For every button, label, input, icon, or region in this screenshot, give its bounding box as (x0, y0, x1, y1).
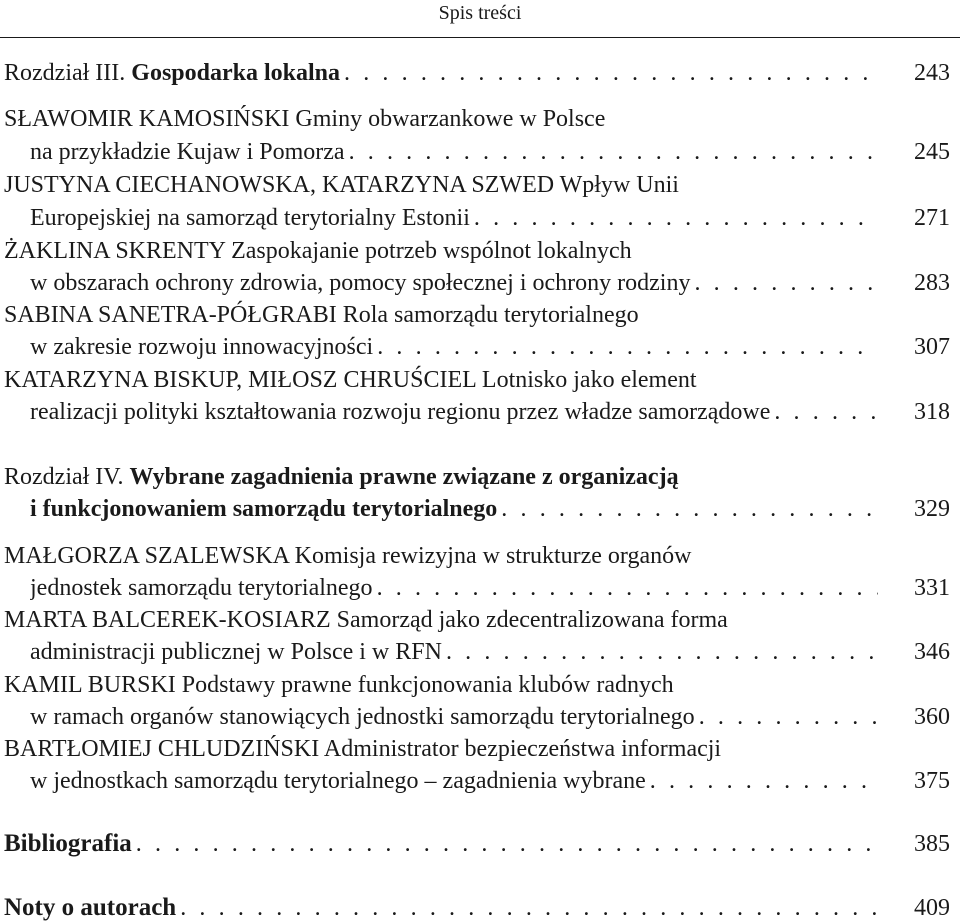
toc-bibliography[interactable] (4, 828, 950, 860)
toc-entry-continuation[interactable] (30, 136, 950, 168)
toc-entry-continuation[interactable] (30, 701, 950, 733)
page-number: 346 (914, 639, 950, 665)
entry-author: BARTŁOMIEJ CHLUDZIŃSKI (4, 736, 320, 762)
entry-author: SŁAWOMIR KAMOSIŃSKI (4, 106, 290, 132)
entry-title: Gminy obwarzankowe w Polsce (295, 106, 606, 132)
page-number: 318 (914, 399, 950, 425)
chapter-label: Rozdział III. (4, 60, 126, 86)
page-number: 360 (914, 704, 950, 730)
toc-entry-continuation[interactable] (30, 396, 950, 428)
toc-entry-heading[interactable] (4, 669, 950, 701)
page-number: 375 (914, 768, 950, 794)
toc-entry-continuation[interactable] (30, 202, 950, 234)
section-title: Noty o autorach (4, 894, 177, 921)
entry-title-cont: w jednostkach samorządu terytorialnego – zagadnienia wybrane (30, 768, 646, 794)
toc-entry-continuation[interactable] (30, 572, 950, 604)
toc-entry-continuation[interactable] (30, 331, 950, 363)
leader-dots (690, 267, 878, 299)
toc-entry-heading[interactable] (4, 235, 950, 267)
chapter-title: Gospodarka lokalna (131, 60, 341, 86)
page-number: 245 (914, 139, 950, 165)
leader-dots (770, 396, 878, 428)
leader-dots (373, 572, 878, 604)
chapter-title-cont: i funkcjonowaniem samorządu terytorialnego (30, 496, 498, 522)
entry-author: KATARZYNA BISKUP, MIŁOSZ CHRUŚCIEL (4, 367, 476, 393)
entry-title-cont: na przykładzie Kujaw i Pomorza (30, 139, 345, 165)
page-number: 271 (914, 205, 950, 231)
running-header: Spis treści (438, 2, 522, 24)
header-rule (0, 37, 960, 38)
toc-entry-heading[interactable] (4, 604, 950, 636)
section-title: Bibliografia (4, 830, 132, 857)
entry-title: Administrator bezpieczeństwa informacji (323, 736, 722, 762)
entry-title: Wpływ Unii (559, 172, 679, 198)
toc-chapter-3[interactable] (4, 57, 950, 89)
toc-entry-continuation[interactable] (30, 267, 950, 299)
toc-entry-heading[interactable] (4, 540, 950, 572)
entry-title-cont: realizacji polityki kształtowania rozwoju regionu przez władze samorządowe (30, 399, 771, 425)
entry-author: KAMIL BURSKI (4, 672, 176, 698)
entry-title-cont: w zakresie rozwoju innowacyjności (30, 334, 374, 360)
entry-author: MAŁGORZA SZALEWSKA (4, 543, 289, 569)
toc-entry-heading[interactable] (4, 299, 950, 331)
entry-title-cont: jednostek samorządu terytorialnego (30, 575, 373, 601)
leader-dots (442, 636, 878, 668)
entry-author: MARTA BALCEREK-KOSIARZ (4, 607, 331, 633)
entry-author: JUSTYNA CIECHANOWSKA, KATARZYNA SZWED (4, 172, 555, 198)
entry-title: Samorząd jako zdecentralizowana forma (336, 607, 728, 633)
chapter-title: Wybrane zagadnienia prawne związane z organizacją (129, 464, 679, 490)
entry-title-cont: w obszarach ochrony zdrowia, pomocy społecznej i ochrony rodziny (30, 270, 691, 296)
leader-dots (646, 765, 878, 797)
leader-dots (132, 828, 878, 860)
entry-author: ŻAKLINA SKRENTY (4, 238, 226, 264)
entry-author: SABINA SANETRA-PÓŁGRABI (4, 302, 337, 328)
toc-authors-notes[interactable] (4, 892, 950, 924)
entry-title-cont: w ramach organów stanowiących jednostki samorządu terytorialnego (30, 704, 695, 730)
leader-dots (345, 136, 878, 168)
toc-entry-heading[interactable] (4, 169, 950, 201)
page-number: 385 (914, 831, 950, 857)
page-number: 331 (914, 575, 950, 601)
leader-dots (176, 892, 878, 924)
entry-title: Podstawy prawne funkcjonowania klubów radnych (181, 672, 674, 698)
page-number: 243 (914, 60, 950, 86)
entry-title: Zaspokajanie potrzeb wspólnot lokalnych (231, 238, 632, 264)
entry-title: Komisja rewizyjna w strukturze organów (294, 543, 692, 569)
leader-dots (470, 202, 878, 234)
toc-entry-continuation[interactable] (30, 636, 950, 668)
leader-dots (340, 57, 878, 89)
page-number: 409 (914, 895, 950, 921)
toc-chapter-4[interactable] (4, 461, 950, 493)
entry-title: Rola samorządu terytorialnego (342, 302, 639, 328)
toc-chapter-4-continuation[interactable] (30, 493, 950, 525)
leader-dots (695, 701, 878, 733)
entry-title: Lotnisko jako element (481, 367, 697, 393)
entry-title-cont: Europejskiej na samorząd terytorialny Estonii (30, 205, 470, 231)
toc-entry-continuation[interactable] (30, 765, 950, 797)
toc-entry-heading[interactable] (4, 733, 950, 765)
entry-title-cont: administracji publicznej w Polsce i w RFN (30, 639, 442, 665)
page-number: 283 (914, 270, 950, 296)
chapter-label: Rozdział IV. (4, 464, 124, 490)
toc-entry-heading[interactable] (4, 103, 950, 135)
leader-dots (373, 331, 878, 363)
page-number: 307 (914, 334, 950, 360)
page-number: 329 (914, 496, 950, 522)
toc-entry-heading[interactable] (4, 364, 950, 396)
leader-dots (497, 493, 878, 525)
